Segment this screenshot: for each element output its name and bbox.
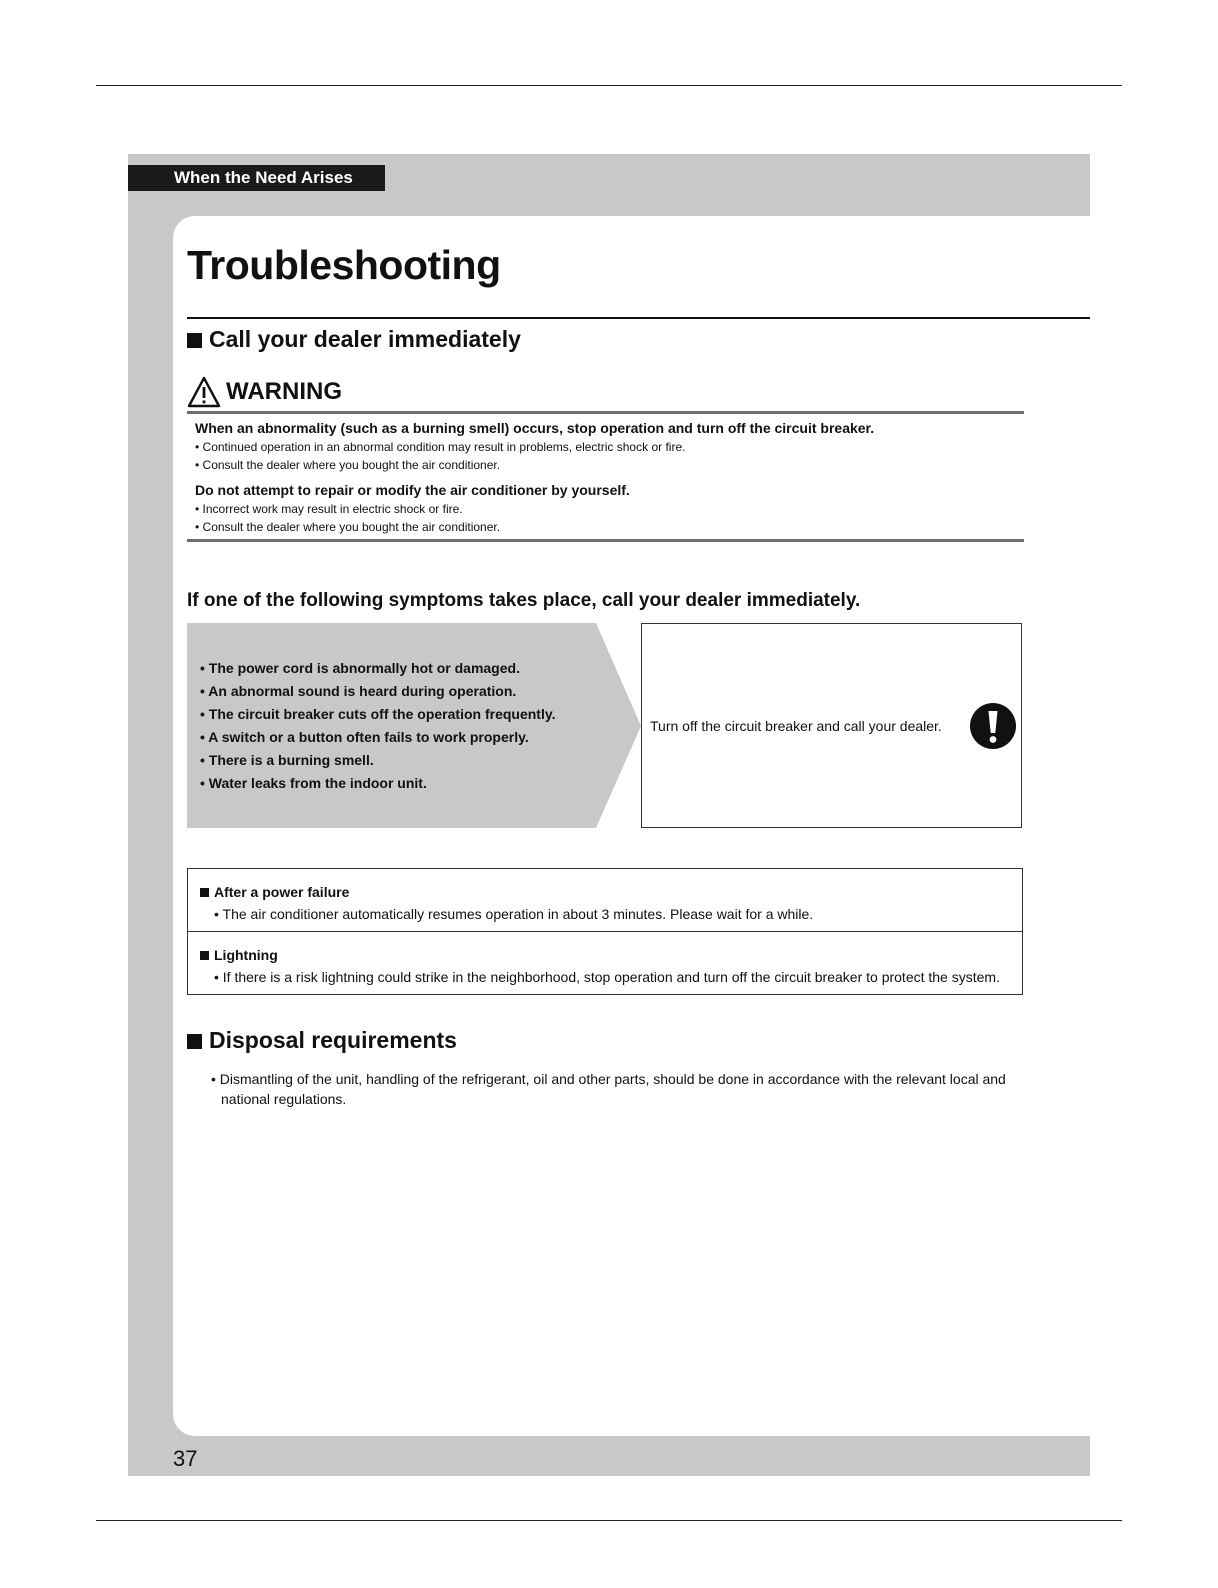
symptom-item: • The circuit breaker cuts off the operation frequently. xyxy=(200,706,556,722)
note-text: • If there is a risk lightning could strike in the neighborhood, stop operation and turn off the circuit breaker to protect the system. xyxy=(214,969,1000,985)
page-number: 37 xyxy=(173,1446,198,1471)
symptom-item: • The power cord is abnormally hot or damaged. xyxy=(200,660,520,676)
warning-heading xyxy=(187,376,342,408)
note-row xyxy=(188,931,1022,994)
top-rule xyxy=(96,85,1122,86)
symptoms-list xyxy=(200,660,620,798)
bottom-rule xyxy=(96,1520,1122,1521)
warning-title: Do not attempt to repair or modify the air conditioner by yourself. xyxy=(195,482,630,498)
symptom-item: • An abnormal sound is heard during operation. xyxy=(200,683,517,699)
square-bullet-icon xyxy=(187,1034,202,1049)
exclamation-circle-icon xyxy=(969,702,1017,750)
square-bullet-icon xyxy=(200,888,209,897)
call-dealer-heading xyxy=(187,326,521,353)
notes-table xyxy=(187,868,1023,995)
disposal-text: • Dismantling of the unit, handling of the refrigerant, oil and other parts, should be done in accordance with the relevant local and national regulations. xyxy=(211,1071,1006,1107)
warning-bottom-bar xyxy=(187,539,1024,542)
title-divider xyxy=(187,317,1090,319)
note-heading xyxy=(200,947,1010,963)
warning-item: • Continued operation in an abnormal condition may result in problems, electric shock or fire. xyxy=(195,440,686,454)
call-dealer-heading-text: Call your dealer immediately xyxy=(209,326,521,352)
warning-triangle-icon xyxy=(187,376,221,408)
note-heading xyxy=(200,884,1010,900)
symptoms-lead: If one of the following symptoms takes place, call your dealer immediately. xyxy=(187,590,861,611)
symptom-item: • A switch or a button often fails to work properly. xyxy=(200,729,529,745)
note-row xyxy=(188,869,1022,931)
warning-label: WARNING xyxy=(226,378,342,405)
warning-top-bar xyxy=(187,411,1024,414)
disposal-heading xyxy=(187,1027,457,1054)
symptom-item: • There is a burning smell. xyxy=(200,752,374,768)
section-tab: When the Need Arises xyxy=(128,165,385,191)
warning-list xyxy=(195,420,1015,538)
warning-item: • Consult the dealer where you bought the air conditioner. xyxy=(195,458,501,472)
warning-block xyxy=(195,420,1015,472)
warning-item: • Incorrect work may result in electric shock or fire. xyxy=(195,502,463,516)
symptom-item: • Water leaks from the indoor unit. xyxy=(200,775,427,791)
disposal-heading-text: Disposal requirements xyxy=(209,1027,457,1053)
note-text: • The air conditioner automatically resumes operation in about 3 minutes. Please wait for a while. xyxy=(214,906,814,922)
note-heading-text: Lightning xyxy=(214,947,278,963)
page-title: Troubleshooting xyxy=(187,242,501,288)
warning-title: When an abnormality (such as a burning smell) occurs, stop operation and turn off the circuit breaker. xyxy=(195,420,875,436)
note-heading-text: After a power failure xyxy=(214,884,350,900)
action-text: Turn off the circuit breaker and call your dealer. xyxy=(650,718,942,734)
warning-item: • Consult the dealer where you bought the air conditioner. xyxy=(195,520,501,534)
square-bullet-icon xyxy=(200,951,209,960)
square-bullet-icon xyxy=(187,333,202,348)
warning-block xyxy=(195,482,1015,534)
